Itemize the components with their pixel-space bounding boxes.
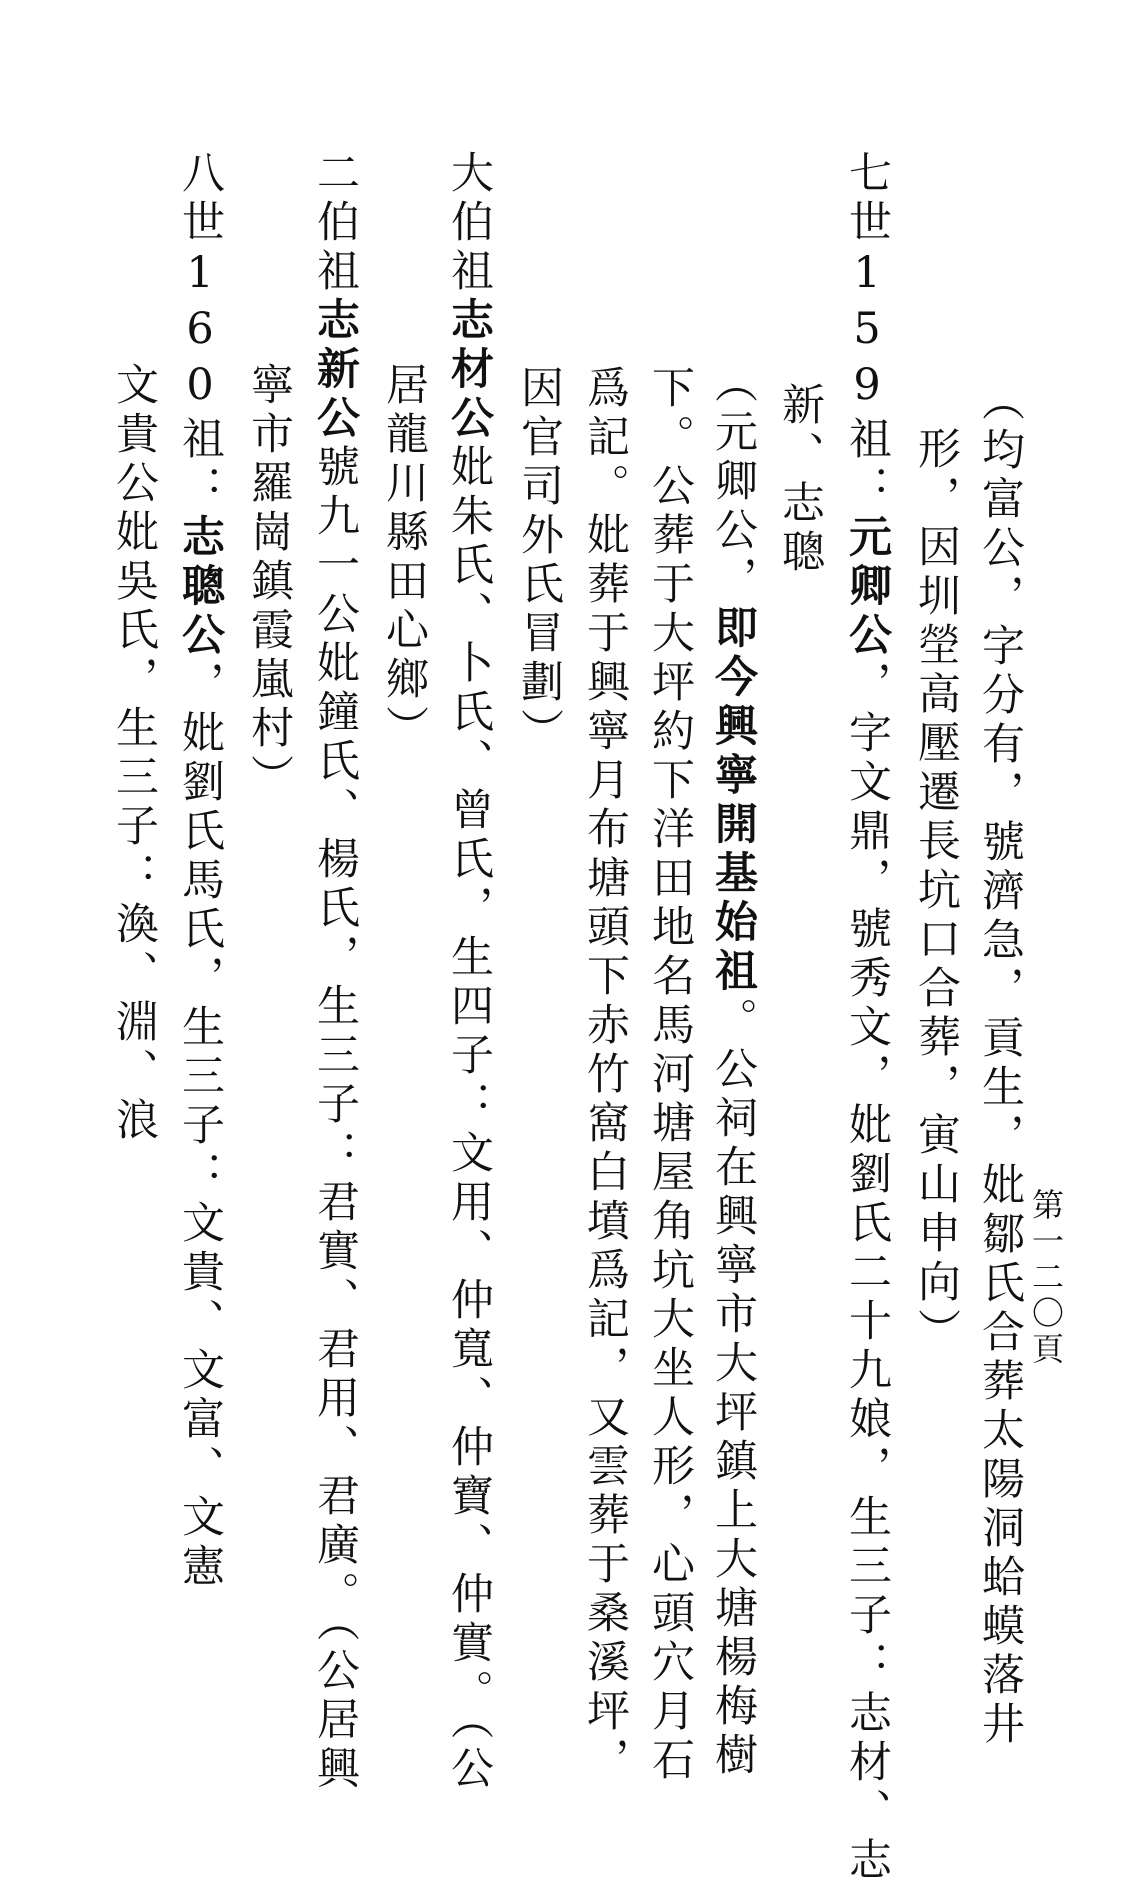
founder-highlight: 即今興寧開基始祖 [708,605,758,997]
text-column-10: 居龍川縣田心鄉） [379,362,429,754]
generation-label: 七世159祖： [842,150,892,514]
note-text: 。公祠在興寧市大坪鎮上大塘楊梅樹 [708,997,758,1781]
ancestor-details: 號九一公妣鐘氏、楊氏，生三子：君實、君用、君廣。（公居興 [310,444,360,1795]
ancestor-name: 志聰公 [175,514,225,661]
text-column-1: （均富公，字分有，號濟急，貢生，妣鄒氏合葬太陽洞蛤蟆落井 [975,378,1025,1750]
text-column-6: 下。公葬于大坪約下洋田地名馬河塘屋角坑大坐人形，心頭穴月石 [645,365,695,1786]
page-number: 第一二〇頁 [1027,1188,1065,1368]
text-column-3 [842,150,892,1886]
text-column-14: 文貴公妣吳氏，生三子：渙、淵、浪 [109,362,159,1146]
ancestor-details: ，字文鼎，號秀文，妣劉氏二十九娘，生三子：志材、志 [842,661,892,1886]
relation-label: 大伯祖 [444,150,494,297]
text-column-7: 爲記。妣葬于興寧月布塘頭下赤竹窩白墳爲記，又雲葬于桑溪坪， [580,365,630,1786]
text-column-11 [310,150,360,1795]
text-column-9 [444,150,494,1795]
text-column-5 [708,360,758,1781]
text-column-13 [175,150,225,1592]
text-column-2: 形，因圳塋高壓遷長坑口合葬，寅山申向） [911,426,961,1357]
text-column-8: 因官司外氏冒劃） [514,365,564,757]
ancestor-name: 志材公 [444,297,494,444]
text-column-12: 寧市羅崗鎮霞嵐村） [244,362,294,803]
ancestor-details: ，妣劉氏馬氏，生三子：文貴、文富、文憲 [175,661,225,1592]
ancestor-name: 志新公 [310,297,360,444]
text-column-4: 新、志聰 [775,382,825,578]
generation-label: 八世160祖： [175,150,225,514]
ancestor-name: 元卿公 [842,514,892,661]
relation-label: 二伯祖 [310,150,360,297]
ancestor-details: 妣朱氏、卜氏、曾氏，生四子：文用、仲寬、仲寶、仲實。（公 [444,444,494,1795]
note-open: （元卿公， [708,360,758,605]
